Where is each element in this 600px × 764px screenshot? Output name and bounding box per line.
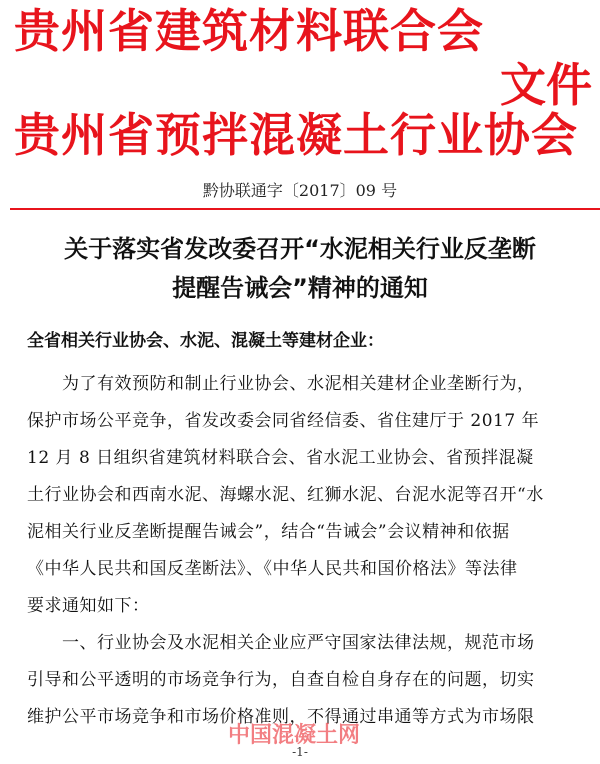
page-number: -1- [292,745,308,759]
header-org-line-1: 贵州省建筑材料联合会 [14,4,484,58]
title-line-1: 关于落实省发改委召开“水泥相关行业反垄断 [64,235,536,263]
body-line: 为了有效预防和制止行业协会、水泥相关建材企业垄断行为， [27,374,535,394]
body-line: 维护公平市场竞争和市场价格准则，不得通过串通等方式为市场限 [27,707,535,727]
doc-type-label: 文件 [500,58,592,112]
body-line: 引导和公平透明的市场竞争行为，自查自检自身存在的问题，切实 [27,670,535,690]
title-line-2: 提醒告诫会”精神的通知 [172,274,428,302]
body-line: 《中华人民共和国反垄断法》、《中华人民共和国价格法》等法律 [27,559,518,579]
header-org-line-2: 贵州省预拌混凝土行业协会 [14,108,578,162]
body-line: 要求通知如下： [27,596,150,616]
body-line: 土行业协会和西南水泥、海螺水泥、红狮水泥、台泥水泥等召开“水 [27,485,544,505]
watermark: 中国混凝土网 [228,723,361,748]
body-line: 保护市场公平竞争，省发改委会同省经信委、省住建厅于 2017 年 [27,411,540,431]
salutation: 全省相关行业协会、水泥、混凝土等建材企业： [27,331,384,351]
body-line: 泥相关行业反垄断提醒告诫会”，结合“告诫会”会议精神和依据 [27,522,510,542]
body-line: 一、行业协会及水泥相关企业应严守国家法律法规，规范市场 [27,633,535,653]
body-line: 12 月 8 日组织省建筑材料联合会、省水泥工业协会、省预拌混凝 [27,448,534,468]
header-divider [10,208,600,210]
doc-number: 黔协联通字〔2017〕09 号 [202,181,398,200]
